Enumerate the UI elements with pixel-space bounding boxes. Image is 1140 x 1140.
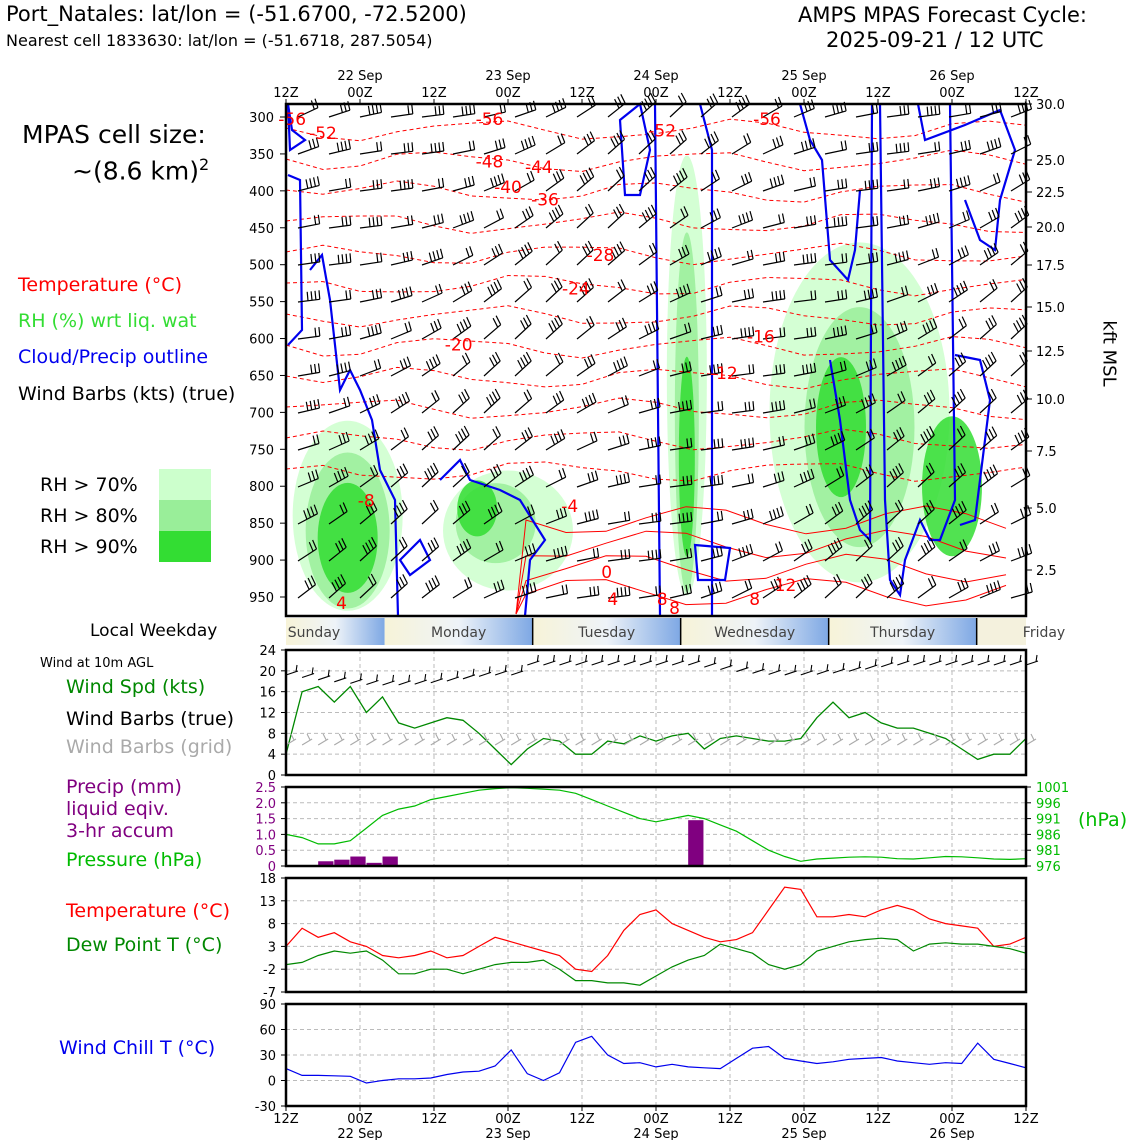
legend-local-weekday: Local Weekday bbox=[90, 621, 218, 641]
wind-panel-ytick-label-6: 0 bbox=[267, 769, 276, 784]
legend-rh: RH (%) wrt liq. wat bbox=[18, 310, 197, 332]
temp-label-13: -12 bbox=[709, 364, 738, 385]
cycle-title-line2: 2025-09-21 / 12 UTC bbox=[826, 28, 1044, 52]
legend-cloud: Cloud/Precip outline bbox=[18, 346, 209, 368]
station-title: Port_Natales: lat/lon = (-51.6700, -72.5200) bbox=[6, 2, 467, 26]
windchill-panel-ytick-label-0: 90 bbox=[259, 998, 276, 1013]
bottom-time-label-1: 00Z bbox=[347, 1112, 373, 1127]
pressure-ytick-label-0: 1001 bbox=[1036, 781, 1070, 796]
temp-panel-ytick-label-0: 18 bbox=[259, 872, 276, 887]
temp-label-3: -52 bbox=[648, 121, 677, 142]
temp-panel-ytick-label-1: 13 bbox=[259, 894, 276, 910]
temp-panel-ytick-label-4: -2 bbox=[263, 963, 276, 979]
top-time-label-8: 12Z bbox=[865, 86, 891, 101]
temp-panel-ytick-label-2: 8 bbox=[267, 917, 276, 933]
weekday-label-1: Monday bbox=[431, 625, 487, 641]
pressure-tick-label-8: 700 bbox=[249, 406, 274, 422]
temp-label-16: 0 bbox=[601, 562, 613, 583]
pressure-tick-label-3: 450 bbox=[249, 221, 274, 237]
bottom-date-label-0: 22 Sep bbox=[337, 1127, 383, 1140]
wind-panel-ytick-label-2: 16 bbox=[259, 685, 276, 701]
temp-panel-ytick-label-3: 3 bbox=[267, 940, 276, 956]
bottom-date-label-3: 25 Sep bbox=[781, 1127, 827, 1140]
kft-tick-label-1: 25.0 bbox=[1036, 154, 1065, 169]
temp-label-22: 12 bbox=[774, 576, 797, 597]
legend-wind-spd: Wind Spd (kts) bbox=[66, 676, 206, 698]
weekday-label-2: Tuesday bbox=[578, 625, 636, 641]
pressure-tick-label-12: 900 bbox=[249, 554, 274, 570]
nearest-cell-text: Nearest cell 1833630: lat/lon = (-51.6718, 287.5054) bbox=[6, 31, 433, 50]
windchill-panel-ytick-label-3: 0 bbox=[267, 1074, 276, 1090]
windchill-panel-ytick-label-4: -30 bbox=[254, 1100, 276, 1115]
temp-label-1: -52 bbox=[309, 124, 337, 145]
temp-label-21: 8 bbox=[749, 590, 761, 611]
legend-precip-3: 3-hr accum bbox=[66, 820, 174, 842]
kft-tick-label-6: 12.5 bbox=[1036, 345, 1065, 360]
top-date-label-0: 22 Sep bbox=[337, 69, 383, 84]
pressure-tick-label-5: 550 bbox=[249, 295, 274, 311]
wind-panel-ytick-label-5: 4 bbox=[267, 748, 276, 764]
temp-label-19: 8 bbox=[656, 590, 668, 611]
temp-label-4: -56 bbox=[753, 110, 781, 131]
cell-size-exponent: 2 bbox=[199, 155, 210, 174]
pressure-tick-label-2: 400 bbox=[249, 184, 274, 200]
pressure-tick-label-4: 500 bbox=[249, 258, 274, 274]
rh-shade-8 bbox=[679, 357, 695, 557]
rh-level-70-label: RH > 70% bbox=[40, 474, 138, 496]
wind-panel-ytick-label-3: 12 bbox=[259, 706, 276, 722]
top-time-label-10: 12Z bbox=[1013, 86, 1039, 101]
windchill-panel-ytick-label-2: 30 bbox=[259, 1049, 276, 1064]
temp-label-15: -4 bbox=[561, 497, 579, 518]
legend-precip-1: Precip (mm) bbox=[66, 776, 182, 798]
top-time-label-7: 00Z bbox=[791, 86, 817, 101]
wind-barb-true-46 bbox=[1026, 655, 1038, 665]
top-time-label-4: 12Z bbox=[569, 86, 595, 101]
bottom-time-label-0: 12Z bbox=[273, 1112, 299, 1127]
top-date-label-1: 23 Sep bbox=[485, 69, 531, 84]
windchill-panel-ytick-label-1: 60 bbox=[259, 1023, 276, 1039]
pressure-unit-label: (hPa) bbox=[1078, 809, 1128, 831]
wind-panel-ytick-label-4: 8 bbox=[267, 727, 276, 743]
top-time-label-3: 00Z bbox=[495, 86, 521, 101]
legend-wind-barbs-true: Wind Barbs (true) bbox=[66, 708, 235, 730]
bottom-time-label-7: 00Z bbox=[791, 1112, 817, 1127]
bottom-time-label-5: 00Z bbox=[643, 1112, 669, 1127]
bottom-time-label-9: 00Z bbox=[939, 1112, 965, 1127]
weekday-label-5: Friday bbox=[1022, 625, 1066, 641]
legend-barbs: Wind Barbs (kts) (true) bbox=[18, 383, 236, 405]
temp-label-11: -20 bbox=[444, 335, 473, 356]
precip-panel-ytick-label-0: 2.5 bbox=[255, 781, 276, 796]
weekday-label-4: Thursday bbox=[870, 625, 936, 641]
kft-tick-label-4: 17.5 bbox=[1036, 259, 1065, 274]
kft-tick-label-2: 22.5 bbox=[1036, 186, 1065, 201]
legend-pressure: Pressure (hPa) bbox=[66, 849, 203, 871]
kft-tick-label-7: 10.0 bbox=[1036, 393, 1065, 408]
rh-shade-5 bbox=[457, 480, 497, 536]
top-time-label-6: 12Z bbox=[717, 86, 743, 101]
legend-wind-10m: Wind at 10m AGL bbox=[40, 656, 154, 671]
precip-bar-26 bbox=[688, 820, 703, 866]
bottom-time-label-6: 12Z bbox=[717, 1112, 743, 1127]
pressure-tick-label-10: 800 bbox=[249, 480, 274, 496]
temp-label-6: -44 bbox=[524, 158, 553, 179]
bottom-time-label-10: 12Z bbox=[1013, 1112, 1039, 1127]
legend-windchill: Wind Chill T (°C) bbox=[59, 1037, 216, 1059]
temp-label-0: -56 bbox=[278, 110, 307, 131]
bottom-time-label-2: 12Z bbox=[421, 1112, 447, 1127]
legend-precip-2: liquid eqiv. bbox=[66, 798, 169, 820]
pressure-ytick-label-4: 981 bbox=[1036, 844, 1061, 860]
pressure-ytick-label-2: 991 bbox=[1036, 812, 1061, 828]
cycle-title-line1: AMPS MPAS Forecast Cycle: bbox=[798, 3, 1087, 27]
pressure-ytick-label-5: 976 bbox=[1036, 860, 1061, 875]
pressure-tick-label-7: 650 bbox=[249, 369, 274, 385]
legend-temperature-2: Temperature (°C) bbox=[66, 900, 230, 922]
kft-tick-label-8: 7.5 bbox=[1036, 445, 1057, 460]
bottom-date-label-4: 26 Sep bbox=[929, 1127, 975, 1140]
temp-label-9: -28 bbox=[586, 246, 615, 267]
kft-tick-label-9: 5.0 bbox=[1036, 502, 1057, 517]
temp-label-8: -36 bbox=[531, 190, 559, 211]
top-date-label-2: 24 Sep bbox=[633, 69, 679, 84]
kft-tick-label-0: 30.0 bbox=[1036, 98, 1065, 113]
temp-label-5: -48 bbox=[475, 152, 504, 173]
temp-label-17: 4 bbox=[336, 593, 347, 614]
bottom-time-label-4: 12Z bbox=[569, 1112, 595, 1127]
temp-panel-ytick-label-5: -7 bbox=[263, 986, 276, 1001]
temp-label-10: -24 bbox=[561, 279, 590, 300]
wind-panel-ytick-label-0: 24 bbox=[259, 644, 276, 659]
temp-label-7: -40 bbox=[494, 178, 522, 199]
top-date-label-3: 25 Sep bbox=[781, 69, 827, 84]
top-date-label-4: 26 Sep bbox=[929, 69, 975, 84]
pressure-tick-label-6: 600 bbox=[249, 332, 274, 348]
temp-label-14: -8 bbox=[357, 491, 375, 512]
temp-label-18: 4 bbox=[607, 590, 619, 611]
top-time-label-9: 00Z bbox=[939, 86, 965, 101]
bottom-date-label-1: 23 Sep bbox=[485, 1127, 531, 1140]
precip-panel-ytick-label-5: 0 bbox=[267, 860, 276, 875]
legend-dewpoint: Dew Point T (°C) bbox=[66, 934, 223, 956]
rh-level-90-label: RH > 90% bbox=[40, 536, 138, 558]
pressure-ytick-label-1: 996 bbox=[1036, 796, 1061, 812]
weekday-band-5 bbox=[977, 618, 1026, 645]
cell-size-value: ~(8.6 km) bbox=[72, 156, 199, 186]
top-time-label-0: 12Z bbox=[273, 86, 299, 101]
kft-axis-label: kft MSL bbox=[1098, 320, 1120, 387]
precip-panel-ytick-label-3: 1.0 bbox=[255, 828, 276, 844]
wind-barb-grid-46 bbox=[1026, 734, 1036, 745]
precip-panel-ytick-label-2: 1.5 bbox=[255, 812, 276, 828]
wind-panel-ytick-label-1: 20 bbox=[259, 664, 276, 680]
weekday-label-3: Wednesday bbox=[714, 625, 796, 641]
kft-tick-label-5: 15.0 bbox=[1036, 301, 1065, 316]
top-time-label-5: 00Z bbox=[643, 86, 669, 101]
pressure-tick-label-11: 850 bbox=[249, 517, 274, 533]
kft-tick-label-10: 2.5 bbox=[1036, 564, 1057, 579]
pressure-ytick-label-3: 986 bbox=[1036, 828, 1061, 844]
precip-panel-ytick-label-4: 0.5 bbox=[255, 844, 276, 860]
weekday-label-0: Sunday bbox=[287, 625, 341, 641]
top-time-label-2: 12Z bbox=[421, 86, 447, 101]
bottom-time-label-8: 12Z bbox=[865, 1112, 891, 1127]
pressure-tick-label-13: 950 bbox=[249, 591, 274, 606]
temp-label-2: -56 bbox=[475, 110, 504, 131]
temp-label-12: -16 bbox=[746, 327, 775, 348]
legend-temperature: Temperature (°C) bbox=[18, 274, 182, 296]
precip-bar-7 bbox=[383, 857, 398, 866]
precip-panel-ytick-label-1: 2.0 bbox=[255, 796, 276, 812]
cell-size-line1: MPAS cell size: bbox=[22, 120, 206, 149]
precip-panel-background bbox=[286, 787, 1026, 866]
pressure-tick-label-9: 750 bbox=[249, 443, 274, 459]
pressure-tick-label-0: 300 bbox=[249, 111, 274, 126]
top-time-label-1: 00Z bbox=[347, 86, 373, 101]
temp-label-20: 8 bbox=[669, 599, 680, 620]
bottom-date-label-2: 24 Sep bbox=[633, 1127, 679, 1140]
bottom-time-label-3: 00Z bbox=[495, 1112, 521, 1127]
kft-tick-label-3: 20.0 bbox=[1036, 221, 1065, 236]
legend-wind-barbs-grid: Wind Barbs (grid) bbox=[66, 736, 233, 758]
pressure-tick-label-1: 350 bbox=[249, 147, 274, 163]
rh-level-80-label: RH > 80% bbox=[40, 505, 138, 527]
precip-bar-5 bbox=[350, 857, 365, 866]
